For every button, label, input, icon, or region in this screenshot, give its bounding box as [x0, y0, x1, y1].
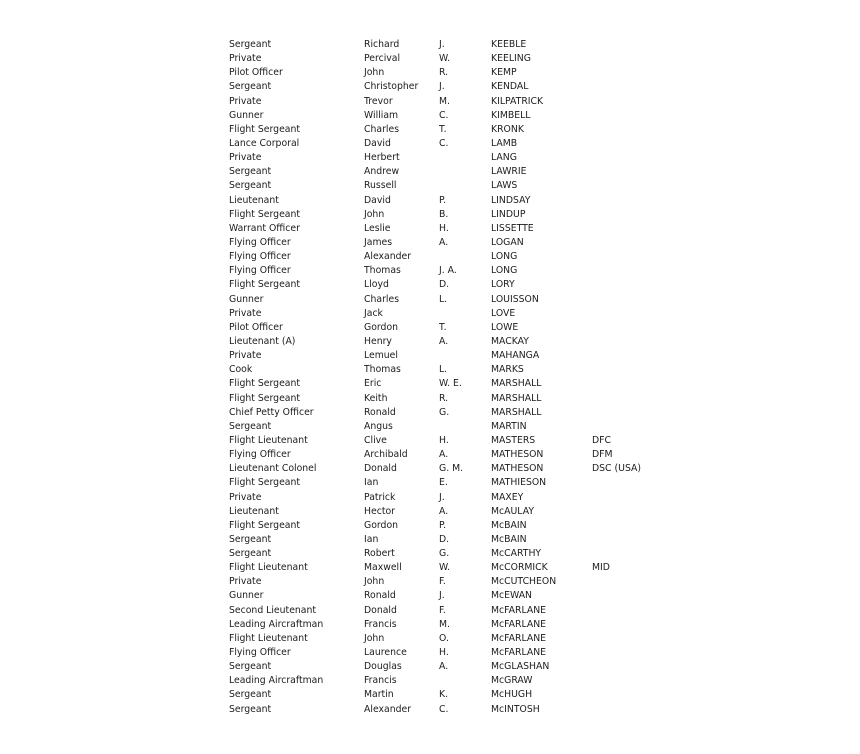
first-name-cell: Francis: [364, 618, 397, 630]
first-name-cell: Trevor: [364, 95, 393, 107]
rank-cell: Cook: [229, 364, 253, 376]
rank-cell: Flying Officer: [229, 449, 291, 461]
first-name-cell: Ian: [364, 477, 379, 489]
first-name-cell: Richard: [364, 39, 400, 50]
surname-cell: McCARTHY: [491, 548, 542, 560]
surname-cell: McGRAW: [491, 675, 533, 687]
first-name-cell: Thomas: [364, 265, 401, 277]
surname-cell: LINDUP: [491, 208, 526, 220]
surname-cell: McINTOSH: [491, 703, 540, 715]
first-name-cell: Robert: [364, 548, 395, 560]
rank-cell: Sergeant: [229, 661, 272, 673]
initials-cell: P.: [439, 519, 447, 531]
first-name-cell: Eric: [364, 378, 382, 390]
rank-cell: Private: [229, 152, 262, 164]
rank-cell: Warrant Officer: [229, 222, 300, 234]
rank-cell: Private: [229, 350, 262, 362]
surname-cell: McHUGH: [491, 689, 533, 701]
first-name-cell: Herbert: [364, 152, 400, 164]
rank-cell: Flight Sergeant: [229, 123, 301, 135]
surname-cell: McCUTCHEON: [491, 576, 557, 588]
initials-cell: T.: [439, 123, 447, 135]
first-name-cell: Charles: [364, 293, 400, 305]
surname-cell: LISSETTE: [491, 222, 534, 234]
first-name-cell: Henry: [364, 335, 392, 347]
rank-cell: Lance Corporal: [229, 137, 300, 149]
rank-cell: Private: [229, 576, 262, 588]
initials-cell: H.: [439, 434, 449, 446]
rank-cell: Leading Aircraftman: [229, 675, 324, 687]
initials-cell: L.: [439, 364, 448, 376]
first-name-cell: Angus: [364, 420, 393, 432]
first-name-cell: Maxwell: [364, 562, 402, 574]
initials-cell: R.: [439, 392, 449, 404]
first-name-cell: Gordon: [364, 519, 399, 531]
first-name-cell: Andrew: [364, 166, 400, 178]
first-name-cell: Donald: [364, 604, 397, 616]
rank-cell: Sergeant: [229, 548, 272, 560]
rank-cell: Private: [229, 95, 262, 107]
rank-cell: Flying Officer: [229, 647, 291, 659]
initials-cell: A.: [439, 661, 449, 673]
first-name-cell: Alexander: [364, 703, 412, 715]
initials-cell: G. M.: [439, 463, 464, 475]
surname-cell: MATHESON: [491, 449, 544, 461]
initials-cell: J. A.: [439, 265, 457, 277]
rank-cell: Sergeant: [229, 533, 272, 545]
first-name-cell: Alexander: [364, 251, 412, 263]
rank-cell: Flight Sergeant: [229, 477, 301, 489]
award-cell: DFM: [592, 449, 613, 461]
first-name-cell: David: [364, 137, 391, 149]
initials-cell: A.: [439, 449, 449, 461]
rank-cell: Gunner: [229, 590, 264, 602]
surname-cell: MARSHALL: [491, 378, 542, 390]
initials-cell: A.: [439, 236, 449, 248]
rank-cell: Lieutenant: [229, 194, 279, 206]
surname-cell: KRONK: [491, 123, 524, 135]
first-name-cell: Douglas: [364, 661, 402, 673]
surname-cell: McBAIN: [491, 533, 527, 545]
initials-cell: J.: [439, 39, 445, 50]
first-name-cell: Donald: [364, 463, 397, 475]
first-name-cell: Jack: [364, 307, 383, 319]
first-name-cell: Keith: [364, 392, 388, 404]
rank-cell: Flight Sergeant: [229, 392, 301, 404]
rank-cell: Pilot Officer: [229, 67, 283, 79]
surname-cell: MARKS: [491, 364, 524, 376]
initials-cell: J.: [439, 81, 445, 93]
first-name-cell: Ronald: [364, 406, 396, 418]
initials-cell: L.: [439, 293, 448, 305]
first-name-cell: Leslie: [364, 222, 391, 234]
first-name-cell: Laurence: [364, 647, 407, 659]
surname-cell: KENDAL: [491, 81, 529, 93]
first-name-cell: Ronald: [364, 590, 396, 602]
first-name-cell: Martin: [364, 689, 394, 701]
surname-cell: KILPATRICK: [491, 95, 544, 107]
surname-cell: MARSHALL: [491, 392, 542, 404]
rank-cell: Flight Lieutenant: [229, 632, 308, 644]
surname-cell: MATHIESON: [491, 477, 547, 489]
surname-cell: McFARLANE: [491, 632, 547, 644]
surname-cell: LOGAN: [491, 236, 524, 248]
surname-cell: McCORMICK: [491, 562, 548, 574]
rank-cell: Flight Sergeant: [229, 208, 301, 220]
initials-cell: O.: [439, 632, 449, 644]
initials-cell: H.: [439, 222, 449, 234]
initials-cell: K.: [439, 689, 449, 701]
rank-cell: Pilot Officer: [229, 321, 283, 333]
surname-cell: McEWAN: [491, 590, 533, 602]
surname-cell: McBAIN: [491, 519, 527, 531]
surname-cell: LINDSAY: [491, 194, 531, 206]
first-name-cell: David: [364, 194, 391, 206]
surname-cell: LONG: [491, 265, 518, 277]
award-cell: DSC (USA): [592, 463, 641, 475]
award-cell: DFC: [592, 434, 611, 446]
surname-cell: MATHESON: [491, 463, 544, 475]
surname-cell: KEELING: [491, 53, 531, 65]
first-name-cell: Charles: [364, 123, 400, 135]
rank-cell: Private: [229, 53, 262, 65]
first-name-cell: Lemuel: [364, 350, 398, 362]
surname-cell: LORY: [491, 279, 515, 291]
surname-cell: McFARLANE: [491, 618, 547, 630]
rank-cell: Flight Lieutenant: [229, 562, 308, 574]
initials-cell: E.: [439, 477, 448, 489]
rank-cell: Gunner: [229, 109, 264, 121]
first-name-cell: Percival: [364, 53, 401, 65]
initials-cell: A.: [439, 505, 449, 517]
first-name-cell: Gordon: [364, 321, 399, 333]
surname-cell: McAULAY: [491, 505, 535, 517]
surname-cell: McFARLANE: [491, 647, 547, 659]
initials-cell: W. E.: [439, 378, 462, 390]
first-name-cell: Hector: [364, 505, 395, 517]
rank-cell: Sergeant: [229, 703, 272, 715]
surname-cell: LANG: [491, 152, 517, 164]
surname-cell: LAWS: [491, 180, 518, 192]
rank-cell: Flight Sergeant: [229, 279, 301, 291]
first-name-cell: Christopher: [364, 81, 419, 93]
surname-cell: McGLASHAN: [491, 661, 550, 673]
surname-cell: MAHANGA: [491, 350, 540, 362]
surname-cell: LOVE: [491, 307, 516, 319]
initials-cell: W.: [439, 562, 451, 574]
rank-cell: Sergeant: [229, 39, 272, 50]
surname-cell: LONG: [491, 251, 518, 263]
first-name-cell: Russell: [364, 180, 397, 192]
rank-cell: Sergeant: [229, 166, 272, 178]
first-name-cell: John: [364, 67, 385, 79]
first-name-cell: Thomas: [364, 364, 401, 376]
surname-cell: MARSHALL: [491, 406, 542, 418]
surname-cell: KEMP: [491, 67, 517, 79]
first-name-cell: William: [364, 109, 399, 121]
initials-cell: G.: [439, 548, 450, 560]
rank-cell: Flight Lieutenant: [229, 434, 308, 446]
rank-cell: Lieutenant (A): [229, 335, 296, 347]
initials-cell: J.: [439, 491, 445, 503]
initials-cell: H.: [439, 647, 449, 659]
first-name-cell: John: [364, 576, 385, 588]
first-name-cell: Clive: [364, 434, 387, 446]
rank-cell: Sergeant: [229, 81, 272, 93]
rank-cell: Flight Sergeant: [229, 519, 301, 531]
rank-cell: Flying Officer: [229, 251, 291, 263]
rank-cell: Second Lieutenant: [229, 604, 317, 616]
initials-cell: B.: [439, 208, 449, 220]
surname-cell: MARTIN: [491, 420, 527, 432]
rank-cell: Chief Petty Officer: [229, 406, 314, 418]
initials-cell: D.: [439, 279, 450, 291]
initials-cell: T.: [439, 321, 447, 333]
first-name-cell: Francis: [364, 675, 397, 687]
initials-cell: C.: [439, 109, 449, 121]
initials-cell: J.: [439, 590, 445, 602]
initials-cell: C.: [439, 137, 449, 149]
first-name-cell: Patrick: [364, 491, 396, 503]
surname-cell: MAXEY: [491, 491, 524, 503]
rank-cell: Sergeant: [229, 180, 272, 192]
award-cell: MID: [592, 562, 610, 574]
surname-cell: LAMB: [491, 137, 518, 149]
initials-cell: R.: [439, 67, 449, 79]
surname-cell: MACKAY: [491, 335, 529, 347]
surname-cell: KIMBELL: [491, 109, 531, 121]
initials-cell: C.: [439, 703, 449, 715]
rank-cell: Flying Officer: [229, 265, 291, 277]
first-name-cell: John: [364, 208, 385, 220]
initials-cell: W.: [439, 53, 451, 65]
first-name-cell: Lloyd: [364, 279, 389, 291]
initials-cell: M.: [439, 618, 450, 630]
initials-cell: G.: [439, 406, 450, 418]
initials-cell: A.: [439, 335, 449, 347]
first-name-cell: Ian: [364, 533, 379, 545]
rank-cell: Sergeant: [229, 420, 272, 432]
first-name-cell: Archibald: [364, 449, 408, 461]
initials-cell: F.: [439, 604, 446, 616]
surname-cell: KEEBLE: [491, 39, 527, 50]
rank-cell: Sergeant: [229, 689, 272, 701]
surname-cell: LAWRIE: [491, 166, 527, 178]
surname-cell: McFARLANE: [491, 604, 547, 616]
initials-cell: P.: [439, 194, 447, 206]
rank-cell: Lieutenant Colonel: [229, 463, 317, 475]
first-name-cell: John: [364, 632, 385, 644]
initials-cell: D.: [439, 533, 450, 545]
rank-cell: Leading Aircraftman: [229, 618, 324, 630]
rank-cell: Private: [229, 307, 262, 319]
rank-cell: Flying Officer: [229, 236, 291, 248]
rank-cell: Private: [229, 491, 262, 503]
surname-cell: MASTERS: [491, 434, 536, 446]
surname-cell: LOUISSON: [491, 293, 539, 305]
rank-cell: Gunner: [229, 293, 264, 305]
rank-cell: Lieutenant: [229, 505, 279, 517]
first-name-cell: James: [364, 236, 393, 248]
rank-cell: Flight Sergeant: [229, 378, 301, 390]
initials-cell: M.: [439, 95, 450, 107]
initials-cell: F.: [439, 576, 446, 588]
surname-cell: LOWE: [491, 321, 519, 333]
